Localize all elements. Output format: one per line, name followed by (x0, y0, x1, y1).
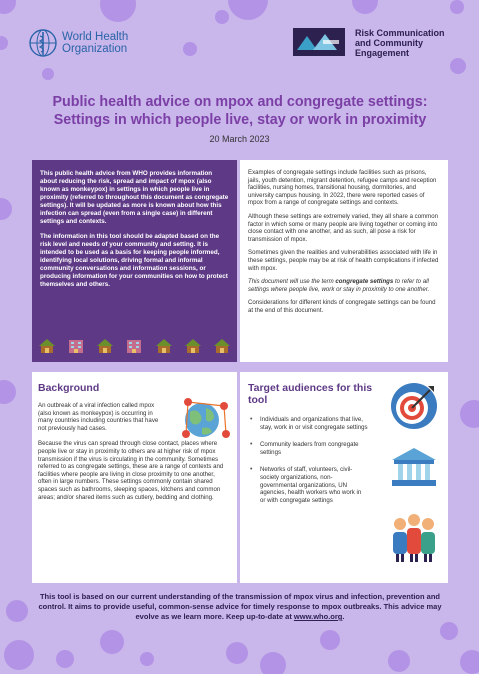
who-emblem-icon (28, 28, 58, 58)
house-icon (155, 338, 173, 354)
intro-paragraph-2: The information in this tool should be adapted based on the risk level and needs of your community and setting. It is intended to be used as a basis for keeping people informed, identifying local solutions, driving formal and informal community conversations and information sessions, or producing information for your communities on how to protect themselves and others. (40, 233, 228, 288)
decor-dot (260, 652, 286, 674)
examples-paragraph-2: Although these settings are extremely varied, they all share a common factor in which some or many people are living together or coming into close contact with one another, and as such, all pose a risk for transmission of mpox. (248, 212, 439, 243)
examples-paragraph-4 (248, 278, 440, 293)
footer-end: . (342, 612, 345, 621)
decor-dot (4, 640, 34, 670)
who-name-line1: World Health (62, 31, 129, 43)
dormitory-icon (67, 338, 85, 354)
decor-dot (0, 380, 16, 404)
examples-paragraph-3: Sometimes given the realities and vulnerabilities associated with life in these settings, people may be at risk of health complications if infected with mpox. (248, 249, 439, 272)
title-line1: Public health advice on mpox and congregate settings: (52, 94, 428, 110)
house-icon (184, 338, 202, 354)
target-audiences-list (248, 416, 368, 504)
bullet-icon: • (250, 416, 253, 423)
decor-dot (226, 642, 248, 664)
rcce-logo (293, 28, 445, 58)
target-heading-line2: tool (248, 394, 268, 406)
examples-paragraph-1: Examples of congregate settings include facilities such as prisons, jails, youth detention, migrant detention, refugee camps and reception facilities, nursing homes, transitional housing, dormitories, and university campus housing. In 2022, there were reported cases of mpox from a range of congregate settings and contexts. (248, 169, 437, 207)
decor-dot (100, 630, 124, 654)
target-audiences-panel (240, 372, 448, 583)
background-heading: Background (38, 382, 100, 394)
decor-dot (388, 650, 410, 672)
house-icon (213, 338, 231, 354)
header (0, 0, 479, 84)
examples-p4-post: to refer to all settings where people live, work or stay in proximity to one another. (248, 278, 430, 293)
page-title (24, 93, 456, 129)
publication-date: 20 March 2023 (209, 134, 270, 144)
list-item-text: Individuals and organizations that live, stay, work in or visit congregate settings (260, 416, 368, 431)
decor-dot (460, 400, 479, 428)
footer-note (36, 592, 444, 622)
examples-box (240, 160, 448, 362)
house-icon (38, 338, 56, 354)
decor-dot (440, 622, 458, 640)
background-paragraph-2: Because the virus can spread through close contact, places where people live or stay in proximity to others are at higher risk of mpox transmission if the virus is circulating in the community. Sometimes referred to as congregate settings, these are a range of contexts and facilities where people are living in close proximity to one another, often in large numbers. These settings commonly contain shared spaces such as bathrooms, sleeping spaces, kitchens and common areas; and/or shared items such as cutlery, bedding and clothing. (38, 440, 224, 501)
who-website-link[interactable]: www.who.org (293, 612, 343, 621)
target-bullseye-icon (390, 382, 438, 430)
examples-p4-pre: This document will use the term (248, 278, 336, 286)
decor-dot (0, 198, 12, 220)
decor-dot (56, 650, 74, 668)
bullet-icon: • (250, 466, 253, 474)
rcce-line2: and Community (355, 38, 424, 48)
rcce-line1: Risk Communication (355, 28, 445, 38)
background-paragraph-1: An outbreak of a viral infection called mpox (also known as monkeypox) is occurring in many countries including countries that have not previously had cases. (38, 402, 159, 432)
house-icon (96, 338, 114, 354)
who-name-line2: Organization (62, 43, 128, 55)
background-panel (32, 372, 237, 583)
rcce-text (355, 28, 445, 58)
footer-text: This tool is based on our current understanding of the transmission of mpox virus and infection, prevention and control. It aims to provide useful, common-sense advice for timely response to mpox outbreaks. This advice may evolve as we learn more. Keep up-to-date at (38, 592, 442, 621)
list-item-text: Community leaders from congregate settings (260, 441, 359, 456)
house-icon-row (38, 338, 231, 354)
list-item-text: Networks of staff, volunteers, civil-society organizations, non-governmental organizations, UN agencies, health workers who work in or with congregate settings (260, 466, 362, 504)
decor-dot (460, 650, 479, 674)
globe-network-icon (180, 394, 232, 446)
list-item (248, 441, 368, 456)
decor-dot (6, 600, 28, 622)
examples-paragraph-5: Considerations for different kinds of congregate settings can be found at the end of this document. (248, 299, 436, 314)
people-group-icon (390, 512, 438, 564)
rcce-emblem-icon (293, 28, 345, 56)
government-building-icon (390, 446, 438, 488)
intro-box (32, 160, 237, 362)
examples-p4-term: congregate settings (335, 278, 394, 286)
list-item (248, 466, 368, 504)
dormitory-icon (125, 338, 143, 354)
who-logo[interactable] (28, 28, 128, 58)
target-heading-line1: Target audiences for this (248, 382, 373, 394)
intro-paragraph-1: This public health advice from WHO provides information about reducing the risk, spread and impact of mpox (also known as monkeypox) in settings in which people live in proximity (referred to throughout this document as congregate settings). It will be updated as more is known about how this infection can spread (even from a single case) in different settings and contexts. (40, 170, 229, 225)
title-line2: Settings in which people live, stay or work in proximity (53, 112, 427, 128)
rcce-line3: Engagement (355, 48, 410, 58)
who-name (62, 31, 128, 55)
list-item (248, 416, 368, 431)
bullet-icon: • (250, 441, 253, 449)
decor-dot (320, 630, 340, 650)
decor-dot (140, 652, 154, 666)
